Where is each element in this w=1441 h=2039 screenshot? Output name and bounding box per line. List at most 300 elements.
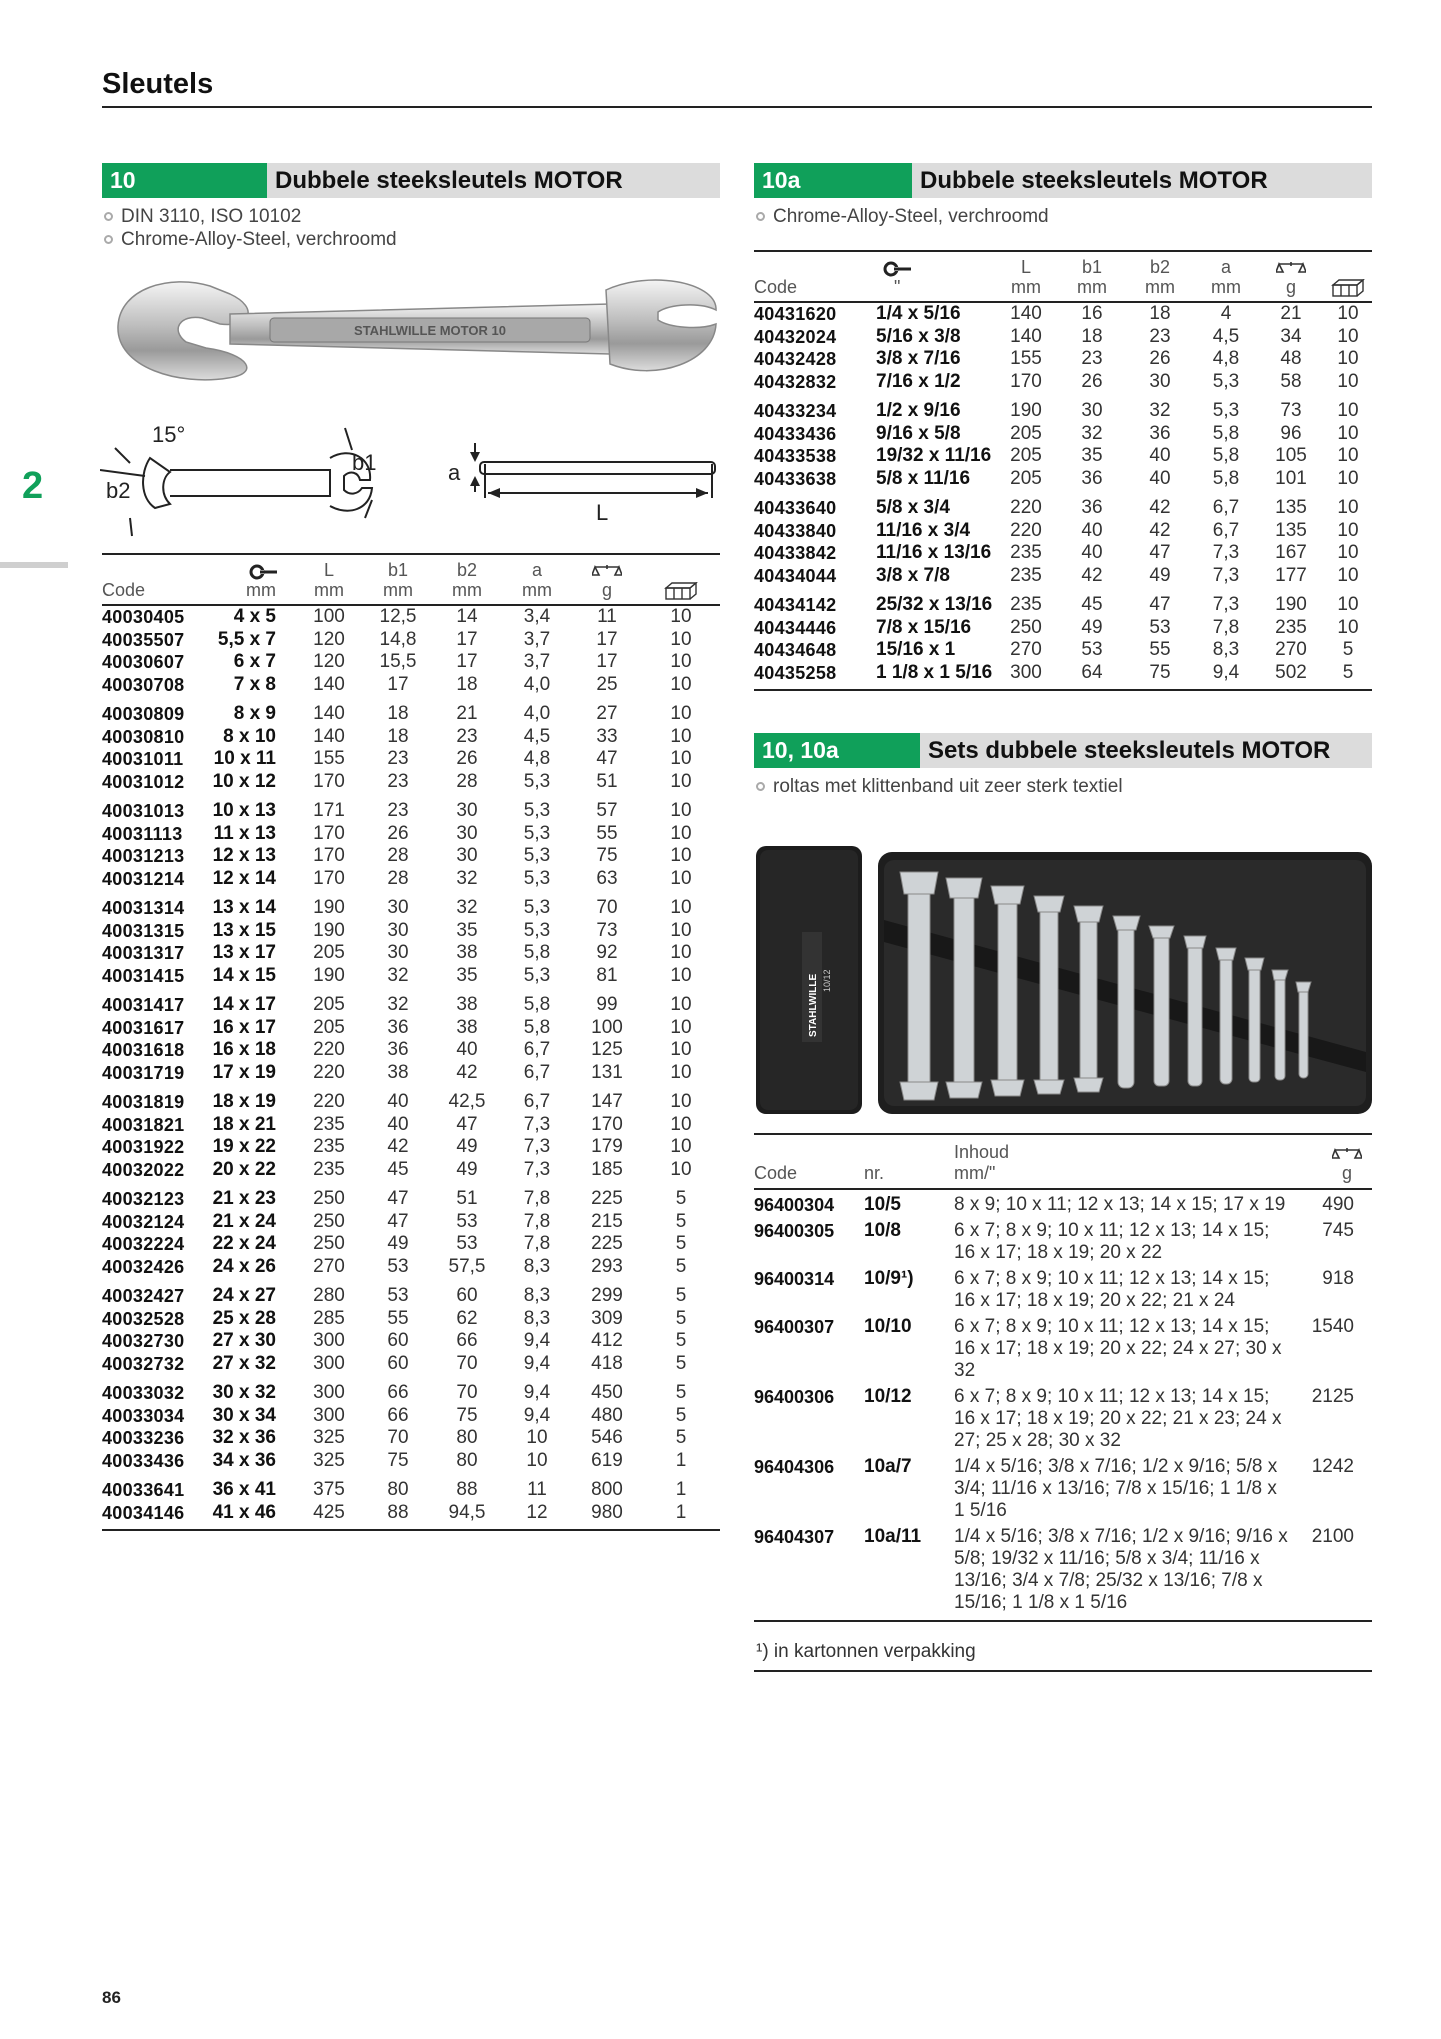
b1-value: 18 [1081,325,1103,347]
b2-value: 23 [456,725,478,747]
pack-qty: 10 [670,964,692,986]
length: 220 [1010,519,1042,541]
weight: 27 [596,703,618,725]
a-value: 9,4 [523,1404,551,1426]
item-code: 40032528 [102,1308,185,1329]
set-number: 10/9¹) [864,1268,914,1289]
bullet-item: roltas met klittenband uit zeer sterk textiel [756,775,1123,798]
pack-qty: 5 [675,1382,687,1404]
length: 220 [313,1091,345,1113]
item-code: 40031315 [102,920,185,941]
pack-qty: 10 [670,1113,692,1135]
size: 16 x 18 [212,1039,276,1061]
b2-value: 60 [456,1285,478,1307]
b2-value: 35 [456,919,478,941]
section-title: Dubbele steeksleutels MOTOR [912,163,1372,198]
size: 3/8 x 7/8 [876,564,950,586]
weight: 177 [1275,564,1307,586]
b1-value: 42 [1081,564,1103,586]
item-code: 96400306 [754,1387,835,1407]
b1-label: b1 [352,450,377,475]
size: 32 x 36 [212,1427,276,1449]
item-code: 40031213 [102,846,185,867]
table-row [102,987,720,1017]
bullet-icon [104,235,113,244]
size: 22 x 24 [212,1233,276,1255]
item-code: 40031617 [102,1017,185,1038]
weight: 225 [591,1188,623,1210]
weight: 745 [1322,1220,1354,1241]
table-row [102,1159,720,1182]
length: 300 [313,1352,345,1374]
length: 250 [313,1188,345,1210]
b1-value: 47 [387,1210,409,1232]
b2-value: 53 [1149,616,1171,638]
pack-qty: 1 [642,1502,720,1531]
table-row [754,520,1372,543]
item-code: 40033034 [102,1405,185,1426]
pack-qty: 5 [675,1210,687,1232]
pack-qty: 10 [670,1039,692,1061]
open-end-wrench-icon [882,261,912,277]
weight: 11 [597,606,617,628]
bullet-icon [756,782,765,791]
length: 270 [313,1255,345,1277]
b2-value: 75 [456,1404,478,1426]
size: 11 x 13 [213,822,276,844]
b1-value: 32 [1081,422,1103,444]
a-value: 5,3 [523,770,551,792]
table-row [102,1502,720,1531]
set-number: 10a/7 [864,1456,912,1477]
table-row [754,662,1372,691]
length: 205 [1010,422,1042,444]
a-value: 6,7 [1212,519,1240,541]
item-code: 40032022 [102,1159,185,1180]
pack-qty: 10 [670,1136,692,1158]
b2-value: 30 [1149,370,1171,392]
item-code: 40033641 [102,1480,185,1501]
a-value: 4,0 [523,703,551,725]
b1-value: 28 [387,867,409,889]
length: 140 [313,725,345,747]
length: 140 [1010,325,1042,347]
size: 7 x 8 [233,673,276,695]
item-code: 40031317 [102,943,185,964]
table-row [102,1353,720,1376]
b2-value: 75 [1126,662,1194,691]
weight: 480 [591,1404,623,1426]
b1-value: 23 [387,800,409,822]
item-code: 40031417 [102,995,185,1016]
length: 325 [313,1427,345,1449]
size: 11/16 x 3/4 [876,519,971,541]
size: 13 x 14 [212,897,276,919]
table-row [102,674,720,697]
b2-value: 55 [1149,639,1171,661]
scale-icon [1332,1147,1362,1163]
a-value: 5,8 [523,942,551,964]
b1-value: 75 [387,1449,409,1471]
a-value: 7,3 [523,1113,551,1135]
a-value: 4,8 [523,748,551,770]
b1-value: 30 [1081,400,1103,422]
length: 190 [313,964,345,986]
L-label: L [596,500,609,525]
a-value: 8,3 [523,1285,551,1307]
b2-value: 40 [1149,445,1171,467]
size: 27 x 30 [212,1330,276,1352]
a-value: 7,3 [523,1136,551,1158]
size: 7/8 x 15/16 [876,616,972,638]
b2-value: 57,5 [448,1255,486,1277]
item-code: 40031415 [102,965,185,986]
b1-value: 26 [387,822,409,844]
bullet-icon [756,212,765,221]
weight: 25 [596,673,618,695]
weight: 135 [1275,519,1307,541]
item-code: 96400314 [754,1269,835,1289]
length: 325 [313,1449,345,1471]
a-value: 5,8 [1212,445,1240,467]
wrench-set-photo [754,842,1374,1117]
table-row [102,823,720,846]
b2-value: 62 [456,1307,478,1329]
b2-value: 47 [456,1113,478,1135]
a-value: 3,7 [523,628,551,650]
length: 155 [1010,348,1042,370]
pack-qty: 10 [670,1091,692,1113]
pack-qty: 10 [1337,303,1359,325]
b1-value: 32 [387,994,409,1016]
a-value: 4,8 [1212,348,1240,370]
table-row [102,696,720,726]
section-10-bullets [104,205,397,251]
table-row [102,1405,720,1428]
item-code: 40434446 [754,617,837,638]
pack-qty: 10 [670,628,692,650]
weight: 147 [591,1091,623,1113]
section-number: 10a [754,163,912,198]
b2-value: 80 [456,1427,478,1449]
item-code: 40434142 [754,595,837,616]
item-code: 40030607 [102,652,185,673]
a-value: 5,8 [1212,467,1240,489]
wrench-engraving: STAHLWILLE MOTOR 10 [354,323,506,338]
dimension-diagram [100,418,725,548]
a-value: 11 [527,1479,547,1501]
table-row [754,302,1372,326]
item-code: 40031011 [102,749,184,770]
a-value: 5,3 [523,800,551,822]
b1-value: 80 [387,1479,409,1501]
length: 425 [294,1502,364,1531]
pack-qty: 10 [670,867,692,889]
item-code: 40031819 [102,1092,185,1113]
b1-value: 30 [387,897,409,919]
pack-qty: 10 [1337,348,1359,370]
length: 120 [313,651,345,673]
length: 170 [313,822,345,844]
a-value: 3,4 [523,606,551,628]
b1-value: 66 [387,1404,409,1426]
item-code: 40031922 [102,1137,185,1158]
size: 10 x 11 [213,748,276,770]
item-code: 40433538 [754,446,837,467]
pack-qty: 10 [1337,422,1359,444]
length: 300 [313,1404,345,1426]
weight: 57 [596,800,618,822]
weight: 980 [572,1502,642,1531]
pack-qty: 5 [675,1427,687,1449]
size: 30 x 32 [212,1382,276,1404]
size: 25/32 x 13/16 [876,594,993,616]
a-value: 7,8 [1212,616,1240,638]
table-row [754,1382,1372,1452]
item-code: 96404307 [754,1522,864,1621]
b1-value: 36 [387,1039,409,1061]
wrench-photo [110,268,722,388]
b1-value: 40 [387,1091,409,1113]
a-value: 5,3 [1212,370,1240,392]
item-code: 40034146 [102,1502,208,1531]
weight: 190 [1275,594,1307,616]
b1-value: 23 [387,770,409,792]
a-value: 9,4 [1194,662,1258,691]
pack-qty: 10 [670,703,692,725]
table-row [102,845,720,868]
b2-value: 47 [1149,594,1171,616]
b2-value: 51 [456,1188,478,1210]
b2-value: 35 [456,964,478,986]
size: 1/4 x 5/16 [876,303,961,325]
item-code: 40433640 [754,498,837,519]
item-code: 40032123 [102,1189,185,1210]
item-code: 40432024 [754,326,837,347]
pack-qty: 10 [670,845,692,867]
table-row [102,629,720,652]
table-row [754,1312,1372,1382]
b1-value: 15,5 [379,651,417,673]
table-row [754,326,1372,349]
pack-qty: 10 [670,748,692,770]
weight: 58 [1280,370,1302,392]
section-10a-header [754,163,1372,198]
weight: 546 [591,1427,623,1449]
section-title: Dubbele steeksleutels MOTOR [267,163,720,198]
a-value: 7,3 [1212,564,1240,586]
item-code: 96404306 [754,1457,835,1477]
b1-value: 28 [387,845,409,867]
size: 25 x 28 [212,1307,276,1329]
b2-value: 47 [1149,542,1171,564]
pack-qty: 10 [670,994,692,1016]
size: 17 x 19 [212,1061,276,1083]
b2-value: 80 [456,1449,478,1471]
weight: 55 [596,822,618,844]
b2-value: 30 [456,845,478,867]
b1-value: 45 [387,1158,409,1180]
b1-value: 64 [1058,662,1126,691]
section-10a-bullets [756,205,1049,228]
b1-value: 12,5 [379,606,417,628]
length: 300 [313,1330,345,1352]
weight: 215 [591,1210,623,1232]
b1-value: 23 [1081,348,1103,370]
size: 34 x 36 [212,1449,276,1471]
b1-value: 40 [1081,519,1103,541]
table-row [102,726,720,749]
b1-value: 23 [387,748,409,770]
size: 18 x 21 [212,1113,276,1135]
length: 190 [1010,400,1042,422]
pack-qty: 10 [1337,467,1359,489]
length: 300 [313,1382,345,1404]
length: 190 [313,919,345,941]
table-row [102,1114,720,1137]
size: 24 x 26 [212,1255,276,1277]
pack-qty: 10 [670,651,692,673]
length: 170 [313,770,345,792]
pack-qty: 10 [670,1158,692,1180]
b1-value: 47 [387,1188,409,1210]
pack-qty: 10 [670,725,692,747]
set-content: 6 x 7; 8 x 9; 10 x 11; 12 x 13; 14 x 15; 16 x 17; 18 x 19; 20 x 22; 24 x 27; 30 x 32 [954,1316,1282,1381]
length: 170 [1010,370,1042,392]
size: 12 x 14 [212,867,276,889]
b2-value: 21 [456,703,478,725]
a-value: 5,3 [523,964,551,986]
b2-value: 23 [1149,325,1171,347]
a-value: 4,5 [523,725,551,747]
weight: 918 [1322,1268,1354,1289]
weight: 170 [591,1113,623,1135]
length: 250 [313,1210,345,1232]
a-value: 7,8 [523,1210,551,1232]
a-value: 9,4 [523,1352,551,1374]
weight: 185 [591,1158,623,1180]
table-row [754,423,1372,446]
b1-value: 36 [1081,467,1103,489]
length: 170 [313,845,345,867]
size: 13 x 17 [212,942,276,964]
a-value: 5,3 [1212,400,1240,422]
size: 5/8 x 11/16 [876,467,971,489]
item-code: 40032224 [102,1234,185,1255]
size: 20 x 22 [212,1158,276,1180]
table-row [102,1256,720,1279]
item-code: 40030809 [102,704,185,725]
table-row [102,1017,720,1040]
pack-qty: 5 [1342,639,1354,661]
b1-value: 30 [387,942,409,964]
b1-value: 88 [364,1502,432,1531]
size: 15/16 x 1 [876,639,956,661]
item-code: 40031012 [102,771,185,792]
b2-value: 49 [1149,564,1171,586]
size: 16 x 17 [212,1016,276,1038]
weight: 2100 [1302,1522,1372,1621]
pack-qty: 5 [675,1404,687,1426]
length: 155 [313,748,345,770]
weight: 70 [596,897,618,919]
b2-value: 32 [1149,400,1171,422]
item-code: 40032124 [102,1211,185,1232]
table-row [754,1189,1372,1216]
length: 235 [313,1158,345,1180]
length: 171 [313,800,345,822]
scale-icon [1276,261,1306,277]
weight: 17 [596,628,618,650]
b1-value: 53 [1081,639,1103,661]
pack-qty: 10 [1337,497,1359,519]
table-row [102,1211,720,1234]
section-title: Sets dubbele steeksleutels MOTOR [920,733,1372,768]
table-row [102,890,720,920]
pack-qty: 5 [675,1233,687,1255]
a-value: 6,7 [1212,497,1240,519]
length: 280 [313,1285,345,1307]
item-code: 40032730 [102,1331,185,1352]
size: 19 x 22 [212,1136,276,1158]
b1-value: 66 [387,1382,409,1404]
table-10-topline [102,553,720,555]
set-content: 1/4 x 5/16; 3/8 x 7/16; 1/2 x 9/16; 5/8 x 3/4; 11/16 x 13/16; 7/8 x 15/16; 1 1/8 x 1 5/16 [954,1456,1278,1521]
b1-value: 40 [1081,542,1103,564]
set-number: 10/5 [864,1194,901,1215]
size: 9/16 x 5/8 [876,422,961,444]
weight: 131 [591,1061,623,1083]
bullet-item: DIN 3110, ISO 10102 [104,205,397,228]
section-sets-bullets [756,775,1123,798]
weight: 418 [591,1352,623,1374]
b1-value: 60 [387,1330,409,1352]
size: 5/16 x 3/8 [876,325,961,347]
b2-value: 70 [456,1382,478,1404]
weight: 51 [596,770,618,792]
a-value: 5,3 [523,867,551,889]
pack-qty: 5 [675,1285,687,1307]
pack-qty: 5 [675,1352,687,1374]
size: 10 x 12 [212,770,276,792]
b2-value: 30 [456,822,478,844]
weight: 1242 [1311,1456,1354,1477]
table-row [754,348,1372,371]
pack-qty: 10 [670,1016,692,1038]
item-code: 40031113 [102,823,183,844]
a-value: 7,3 [1212,542,1240,564]
weight: 33 [596,725,618,747]
length: 220 [313,1039,345,1061]
table-row [102,1375,720,1405]
weight: 299 [591,1285,623,1307]
section-sets-header [754,733,1372,768]
b2-value: 17 [456,628,478,650]
a-value: 10 [526,1427,548,1449]
pack-qty: 10 [1337,370,1359,392]
b2-value: 17 [456,651,478,673]
pack-qty: 10 [1337,519,1359,541]
table-row [102,1062,720,1085]
b1-value: 45 [1081,594,1103,616]
item-code: 40432428 [754,349,837,370]
table-row [754,1264,1372,1312]
item-code: 40434648 [754,640,837,661]
length: 250 [313,1233,345,1255]
length: 120 [313,628,345,650]
item-code: 96400305 [754,1221,835,1241]
bullet-item: Chrome-Alloy-Steel, verchroomd [104,228,397,251]
